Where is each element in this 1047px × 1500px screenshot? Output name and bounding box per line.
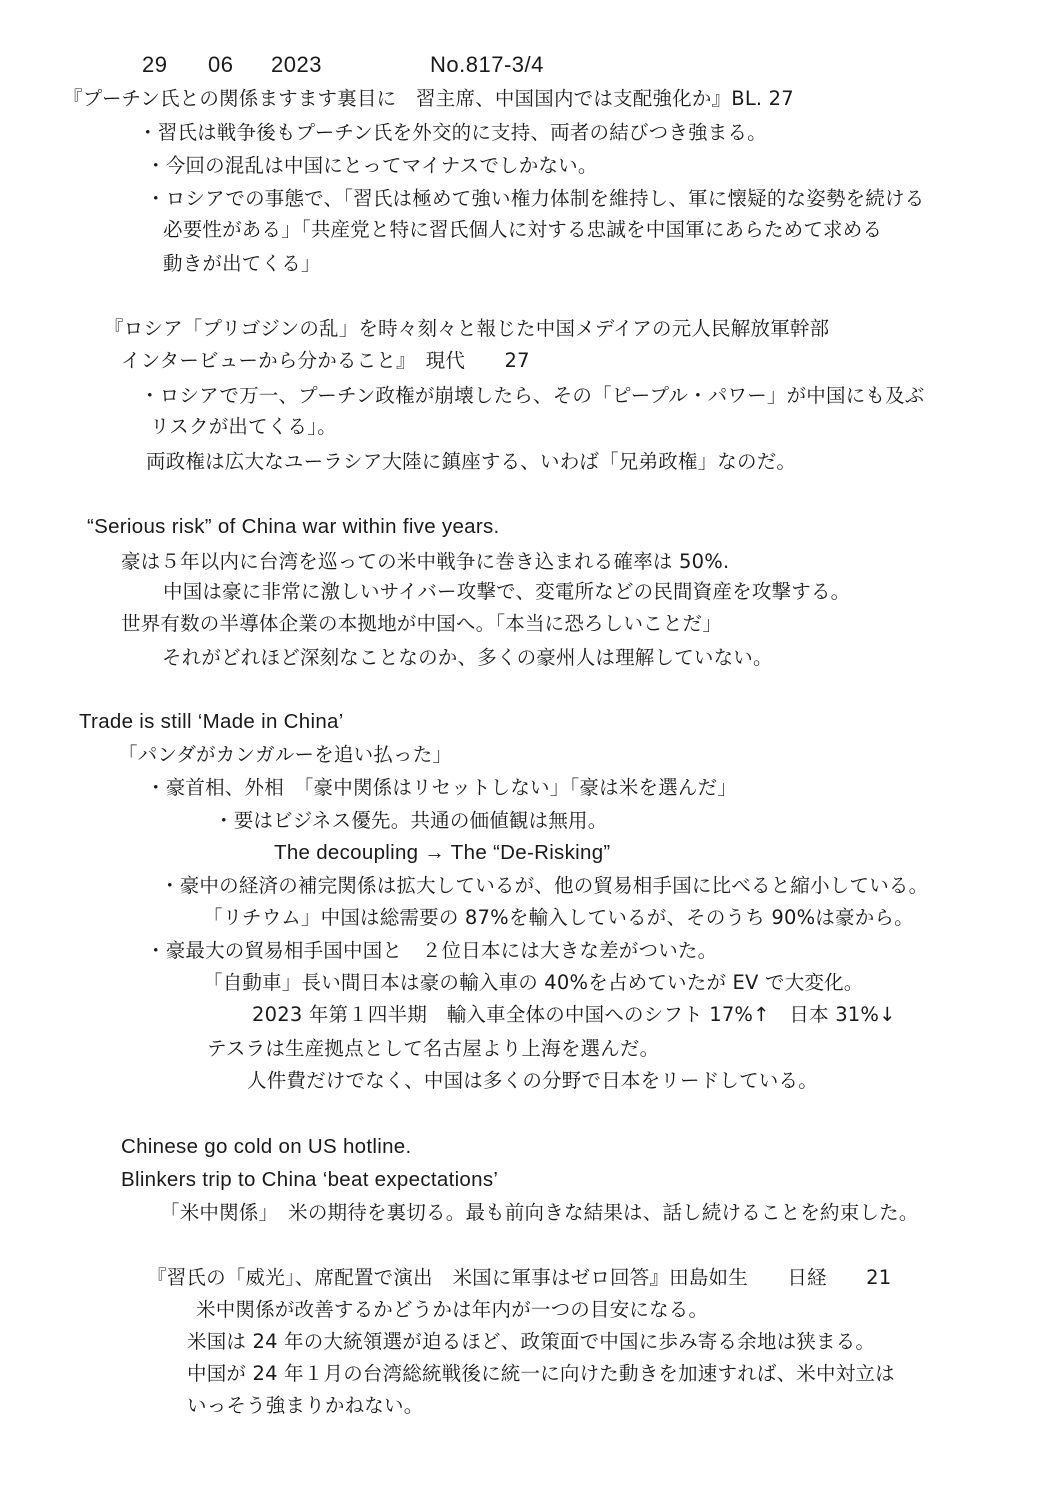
text-line: 「米中関係」 米の期待を裏切る。最も前向きな結果は、話し続けることを約束した。	[160, 1201, 919, 1224]
bullet-line: ・今回の混乱は中国にとってマイナスでしかない。	[146, 154, 598, 177]
text-line: 必要性がある」「共産党と特に習氏個人に対する忠誠を中国軍にあらためて求める	[163, 218, 883, 241]
english-headline: Trade is still ‘Made in China’	[79, 710, 344, 733]
bullet-line: ・ロシアで万一、プーチン政権が崩壊したら、その「ピープル・パワー」が中国にも及ぶ	[140, 384, 925, 407]
bullet-line: ・ロシアでの事態で、「習氏は極めて強い権力体制を維持し、軍に懐疑的な姿勢を続ける	[146, 187, 925, 210]
english-headline: Chinese go cold on US hotline.	[121, 1135, 412, 1158]
text-line: 米国は 24 年の大統領選が迫るほど、政策面で中国に歩み寄る余地は狭まる。	[187, 1330, 876, 1353]
bullet-line: ・要はビジネス優先。共通の価値観は無用。	[214, 809, 608, 832]
bullet-line: ・習氏は戦争後もプーチン氏を外交的に支持、両者の結びつき強まる。	[138, 121, 767, 144]
text-line: リスクが出てくる」。	[150, 415, 337, 438]
date-month: 06	[208, 52, 234, 77]
text-line: 中国は豪に非常に激しいサイバー攻撃で、変電所などの民間資産を攻撃する。	[163, 580, 851, 603]
article-title: 『ロシア「プリゴジンの乱」を時々刻々と報じた中国メデイアの元人民解放軍幹部	[104, 317, 830, 340]
text-line: 「自動車」長い間日本は豪の輸入車の 40%を占めていたが EV で大変化。	[203, 971, 864, 994]
text-line: 世界有数の半導体企業の本拠地が中国へ。「本当に恐ろしいことだ」	[121, 612, 722, 635]
text-line: The decoupling → The “De-Risking”	[274, 841, 611, 864]
text-line: 豪は５年以内に台湾を巡っての米中戦争に巻き込まれる確率は 50%.	[121, 550, 730, 573]
text-line: 中国が 24 年１月の台湾総統戦後に統一に向けた動きを加速すれば、米中対立は	[187, 1362, 895, 1385]
article-title: 『プーチン氏との関係ますます裏目に 習主席、中国国内では支配強化か』BL. 27	[63, 87, 794, 110]
text-line: いっそう強まりかねない。	[187, 1394, 424, 1417]
text-line: テスラは生産拠点として名古屋より上海を選んだ。	[207, 1037, 660, 1060]
text-line: 「パンダがカンガルーを追い払った」	[118, 743, 453, 766]
text-line: 米中関係が改善するかどうかは年内が一つの目安になる。	[196, 1298, 709, 1321]
bullet-line: ・豪中の経済の補完関係は拡大しているが、他の貿易相手国に比べると縮小している。	[160, 874, 929, 897]
text-line: それがどれほど深刻なことなのか、多くの豪州人は理解していない。	[162, 646, 773, 669]
text-line: 「リチウム」中国は総需要の 87%を輸入しているが、そのうち 90%は豪から。	[203, 906, 914, 929]
document-number: No.817-3/4	[430, 52, 544, 77]
date-year: 2023	[271, 52, 322, 77]
bullet-line: ・豪最大の貿易相手国中国と ２位日本には大きな差がついた。	[146, 939, 718, 962]
article-title-continued: インタービューから分かること』 現代 27	[121, 349, 530, 372]
english-headline: Blinkers trip to China ‘beat expectations’	[121, 1168, 499, 1191]
text-line: 2023 年第１四半期 輸入車全体の中国へのシフト 17%↑ 日本 31%↓	[252, 1003, 896, 1026]
text-line: 動きが出てくる」	[163, 252, 321, 275]
english-headline: “Serious risk” of China war within five years.	[87, 515, 500, 538]
text-line: 両政権は広大なユーラシア大陸に鎮座する、いわば「兄弟政権」なのだ。	[146, 450, 797, 473]
article-title: 『習氏の「威光」、席配置で演出 米国に軍事はゼロ回答』田島如生 日経 21	[147, 1266, 892, 1289]
text-line: 人件費だけでなく、中国は多くの分野で日本をリードしている。	[247, 1069, 818, 1092]
bullet-line: ・豪首相、外相 「豪中関係はリセットしない」「豪は米を選んだ」	[146, 776, 738, 799]
date-day: 29	[142, 52, 168, 77]
